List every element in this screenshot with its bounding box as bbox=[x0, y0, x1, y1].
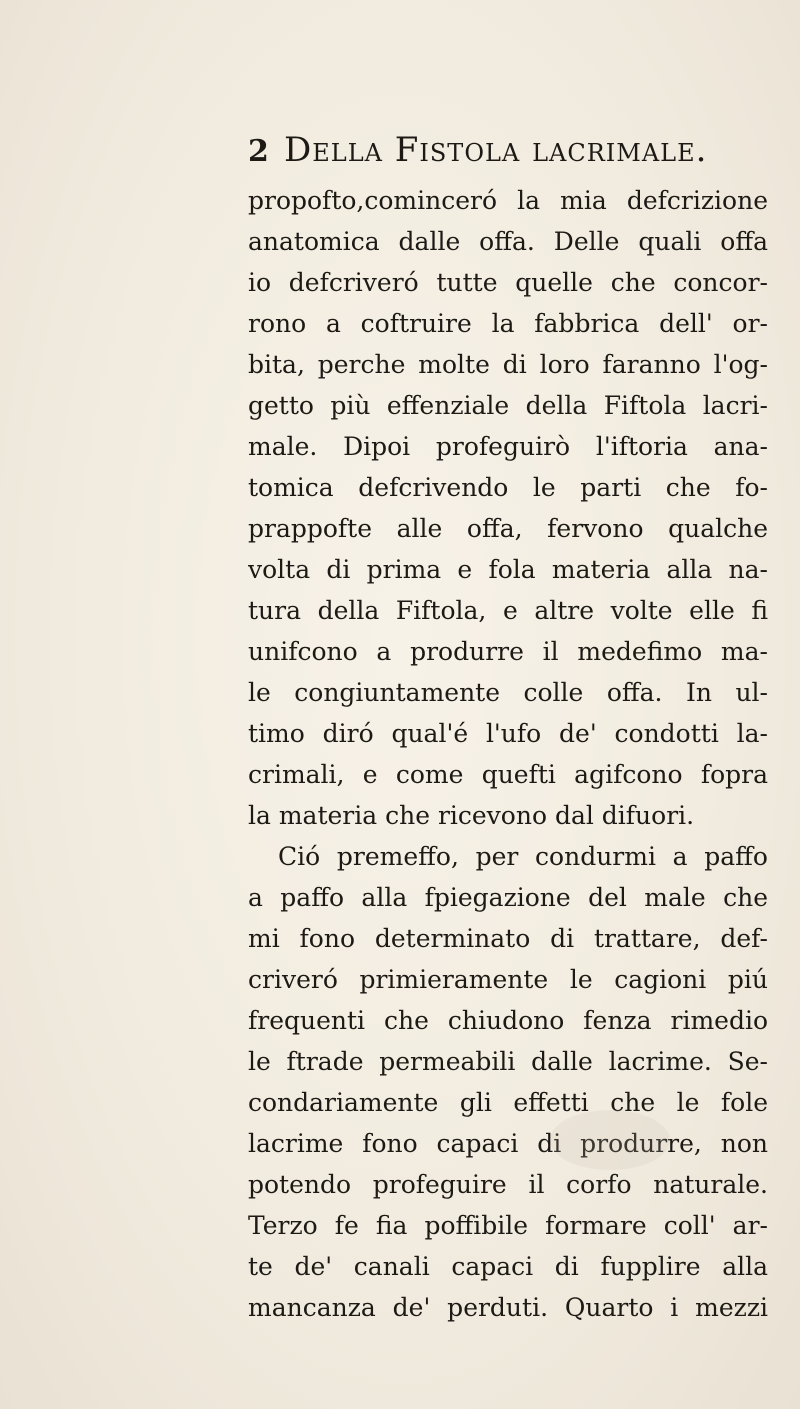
text-line: volta di prima e fola materia alla na- bbox=[248, 555, 768, 584]
text-line: getto più effenziale della Fiftola lacri- bbox=[248, 391, 768, 420]
text-line: mancanza de' perduti. Quarto i mezzi bbox=[248, 1293, 768, 1322]
paper-stain bbox=[550, 1110, 670, 1170]
text-line: crimali, e come quefti agifcono fopra bbox=[248, 760, 768, 789]
text-line: timo diró qual'é l'ufo de' condotti la- bbox=[248, 719, 768, 748]
text-line: anatomica dalle offa. Delle quali offa bbox=[248, 227, 768, 256]
text-line: tomica defcrivendo le parti che fo- bbox=[248, 473, 768, 502]
text-line: lacrime fono capaci di produrre, non bbox=[248, 1129, 768, 1158]
text-line: potendo profeguire il corfo naturale. bbox=[248, 1170, 768, 1199]
text-line: unifcono a produrre il medefimo ma- bbox=[248, 637, 768, 666]
text-line: frequenti che chiudono fenza rimedio bbox=[248, 1006, 768, 1035]
text-line: rono a coftruire la fabbrica dell' or- bbox=[248, 309, 768, 338]
text-line: propofto,cominceró la mia defcrizione bbox=[248, 186, 768, 215]
text-line: Terzo fe fia poffibile formare coll' ar- bbox=[248, 1211, 768, 1240]
text-line: bita, perche molte di loro faranno l'og- bbox=[248, 350, 768, 379]
text-line: male. Dipoi profeguirò l'iftoria ana- bbox=[248, 432, 768, 461]
text-line: io defcriveró tutte quelle che concor- bbox=[248, 268, 768, 297]
running-title: Della Fistola lacrimale. bbox=[284, 130, 708, 170]
text-line: le ftrade permeabili dalle lacrime. Se- bbox=[248, 1047, 768, 1076]
text-line: mi fono determinato di trattare, def- bbox=[248, 924, 768, 953]
page-header bbox=[248, 128, 768, 176]
text-line: condariamente gli effetti che le fole bbox=[248, 1088, 768, 1117]
text-line: criveró primieramente le cagioni piú bbox=[248, 965, 768, 994]
text-line: Ció premeffo, per condurmi a paffo bbox=[278, 842, 768, 871]
text-line: tura della Fiftola, e altre volte elle fi bbox=[248, 596, 768, 625]
text-line: prappofte alle offa, fervono qualche bbox=[248, 514, 768, 543]
text-line: le congiuntamente colle offa. In ul- bbox=[248, 678, 768, 707]
body-text bbox=[248, 180, 768, 1328]
page-number: 2 bbox=[248, 134, 269, 169]
text-line: a paffo alla fpiegazione del male che bbox=[248, 883, 768, 912]
text-line: te de' canali capaci di fupplire alla bbox=[248, 1252, 768, 1281]
text-line: la materia che ricevono dal difuori. bbox=[248, 801, 695, 830]
